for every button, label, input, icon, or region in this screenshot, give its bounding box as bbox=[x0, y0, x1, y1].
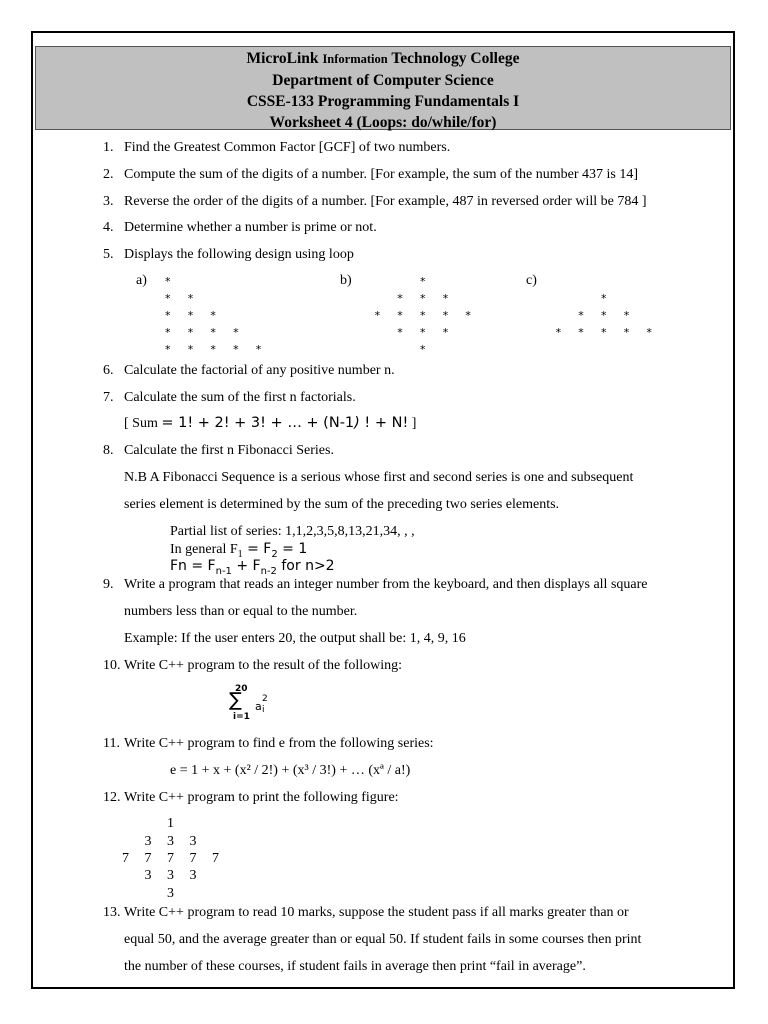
star-glyph: * bbox=[465, 309, 471, 322]
figure-number: 3 bbox=[189, 834, 197, 849]
worksheet-title: Worksheet 4 (Loops: do/while/for) bbox=[269, 114, 497, 131]
design-label-a: a) bbox=[136, 273, 147, 288]
star-glyph: * bbox=[165, 326, 171, 339]
item-number: 13. bbox=[103, 905, 121, 920]
star-glyph: * bbox=[442, 292, 449, 305]
item-number: 1. bbox=[103, 140, 114, 155]
star-glyph: * bbox=[233, 326, 239, 339]
item-text: Write C++ program to read 10 marks, suppose the student pass if all marks greater than or bbox=[124, 905, 629, 920]
e-series-formula: e = 1 + x + (x² / 2!) + (x³ / 3!) + … (xª / a!) bbox=[170, 763, 411, 778]
item-number: 4. bbox=[103, 220, 114, 235]
star-glyph: * bbox=[420, 343, 426, 356]
sum-lower-limit: i=1 bbox=[233, 712, 250, 722]
sum-term-exponent: 2 bbox=[262, 694, 268, 704]
item-number: 8. bbox=[103, 443, 114, 458]
star-glyph: * bbox=[646, 326, 652, 339]
figure-number: 1 bbox=[167, 816, 174, 831]
star-glyph: * bbox=[601, 292, 607, 305]
star-glyph: * bbox=[165, 309, 171, 322]
star-glyph: * bbox=[165, 275, 171, 288]
star-glyph: * bbox=[578, 326, 584, 339]
item-number: 9. bbox=[103, 577, 114, 592]
item-text: Determine whether a number is prime or not. bbox=[124, 220, 377, 235]
item-number: 11. bbox=[103, 736, 120, 751]
item-text: Calculate the sum of the first n factorials. bbox=[124, 390, 356, 405]
item-text: Find the Greatest Common Factor [GCF] of two numbers. bbox=[124, 140, 451, 155]
sigma-symbol: ∑ bbox=[229, 689, 242, 711]
item-text: Write a program that reads an integer number from the keyboard, and then displays all square bbox=[124, 577, 648, 592]
figure-number: 3 bbox=[167, 834, 174, 849]
college-name: MicroLink Information Technology College bbox=[246, 50, 520, 67]
figure-number: 7 bbox=[144, 851, 152, 866]
star-glyph: * bbox=[442, 309, 449, 322]
fibonacci-partial-list: Partial list of series: 1,1,2,3,5,8,13,21,34, , , bbox=[170, 524, 415, 539]
item13-line2: equal 50, and the average greater than or equal 50. If student fails in some courses then print bbox=[124, 932, 642, 947]
department-name: Department of Computer Science bbox=[272, 72, 494, 89]
star-glyph: * bbox=[578, 309, 584, 322]
item-number: 10. bbox=[103, 658, 121, 673]
item-number: 12. bbox=[103, 790, 121, 805]
item-text: Write C++ program to find e from the following series: bbox=[124, 736, 434, 751]
star-glyph: * bbox=[601, 326, 607, 339]
sum-upper-limit: 20 bbox=[235, 684, 248, 694]
item-text: Compute the sum of the digits of a number. [For example, the sum of the number 437 is 14] bbox=[124, 167, 639, 182]
figure-number: 7 bbox=[189, 851, 197, 866]
item-text: Reverse the order of the digits of a number. [For example, 487 in reversed order will be 784 ] bbox=[124, 194, 647, 209]
item-text: Write C++ program to print the following figure: bbox=[124, 790, 399, 805]
star-glyph: * bbox=[165, 292, 171, 305]
item-number: 5. bbox=[103, 247, 114, 262]
figure-number: 3 bbox=[144, 834, 152, 849]
star-glyph: * bbox=[187, 343, 194, 356]
star-glyph: * bbox=[165, 343, 171, 356]
item-number: 7. bbox=[103, 390, 114, 405]
star-glyph: * bbox=[210, 343, 216, 356]
star-glyph: * bbox=[210, 326, 216, 339]
item-text: Write C++ program to the result of the following: bbox=[124, 658, 403, 673]
sum-term-index: i bbox=[262, 705, 265, 715]
design-label-c: c) bbox=[526, 273, 537, 288]
star-glyph: * bbox=[397, 326, 403, 339]
item-number: 6. bbox=[103, 363, 114, 378]
figure-number: 3 bbox=[144, 868, 152, 883]
star-glyph: * bbox=[420, 275, 426, 288]
sum-formula: [ Sum = 1! + 2! + 3! + … + (N-1) ! + N! ] bbox=[124, 415, 417, 431]
star-glyph: * bbox=[420, 326, 426, 339]
figure-number: 3 bbox=[167, 868, 174, 883]
course-title: CSSE-133 Programming Fundamentals I bbox=[246, 93, 520, 110]
star-glyph: * bbox=[601, 309, 607, 322]
star-glyph: * bbox=[374, 309, 381, 322]
star-glyph: * bbox=[555, 326, 562, 339]
star-glyph: * bbox=[397, 292, 403, 305]
figure-number: 7 bbox=[212, 851, 219, 866]
sum-term: a bbox=[255, 700, 262, 713]
item-number: 3. bbox=[103, 194, 114, 209]
item-text: Displays the following design using loop bbox=[124, 247, 354, 262]
item9-example: Example: If the user enters 20, the output shall be: 1, 4, 9, 16 bbox=[124, 631, 466, 646]
item-text: Calculate the factorial of any positive number n. bbox=[124, 363, 395, 378]
figure-number: 7 bbox=[122, 851, 129, 866]
item-number: 2. bbox=[103, 167, 114, 182]
figure-number: 3 bbox=[167, 886, 174, 901]
star-glyph: * bbox=[623, 326, 630, 339]
star-glyph: * bbox=[187, 326, 194, 339]
fibonacci-general: In general $F_1 = F_2 = 1$ bbox=[170, 541, 308, 560]
star-glyph: * bbox=[420, 292, 426, 305]
star-glyph: * bbox=[187, 292, 194, 305]
star-glyph: * bbox=[233, 343, 239, 356]
star-glyph: * bbox=[187, 309, 194, 322]
star-glyph: * bbox=[420, 309, 426, 322]
star-glyph: * bbox=[255, 343, 262, 356]
fibonacci-recurrence: $Fn = F_{n-1} + F_{n-2}$ for n>2 bbox=[170, 558, 335, 577]
fibonacci-note-line2: series element is determined by the sum of the preceding two series elements. bbox=[124, 497, 560, 512]
item9-line2: numbers less than or equal to the number. bbox=[124, 604, 358, 619]
item-text: Calculate the first n Fibonacci Series. bbox=[124, 443, 334, 458]
figure-number: 7 bbox=[167, 851, 174, 866]
worksheet-header bbox=[35, 46, 731, 130]
star-glyph: * bbox=[397, 309, 403, 322]
design-label-b: b) bbox=[340, 273, 352, 288]
item13-line3: the number of these courses, if student fails in average then print “fail in average”. bbox=[124, 959, 586, 974]
fibonacci-note-line1: N.B A Fibonacci Sequence is a serious whose first and second series is one and subsequent bbox=[124, 470, 634, 485]
figure-number: 3 bbox=[189, 868, 197, 883]
star-glyph: * bbox=[623, 309, 630, 322]
star-glyph: * bbox=[442, 326, 449, 339]
star-glyph: * bbox=[210, 309, 216, 322]
